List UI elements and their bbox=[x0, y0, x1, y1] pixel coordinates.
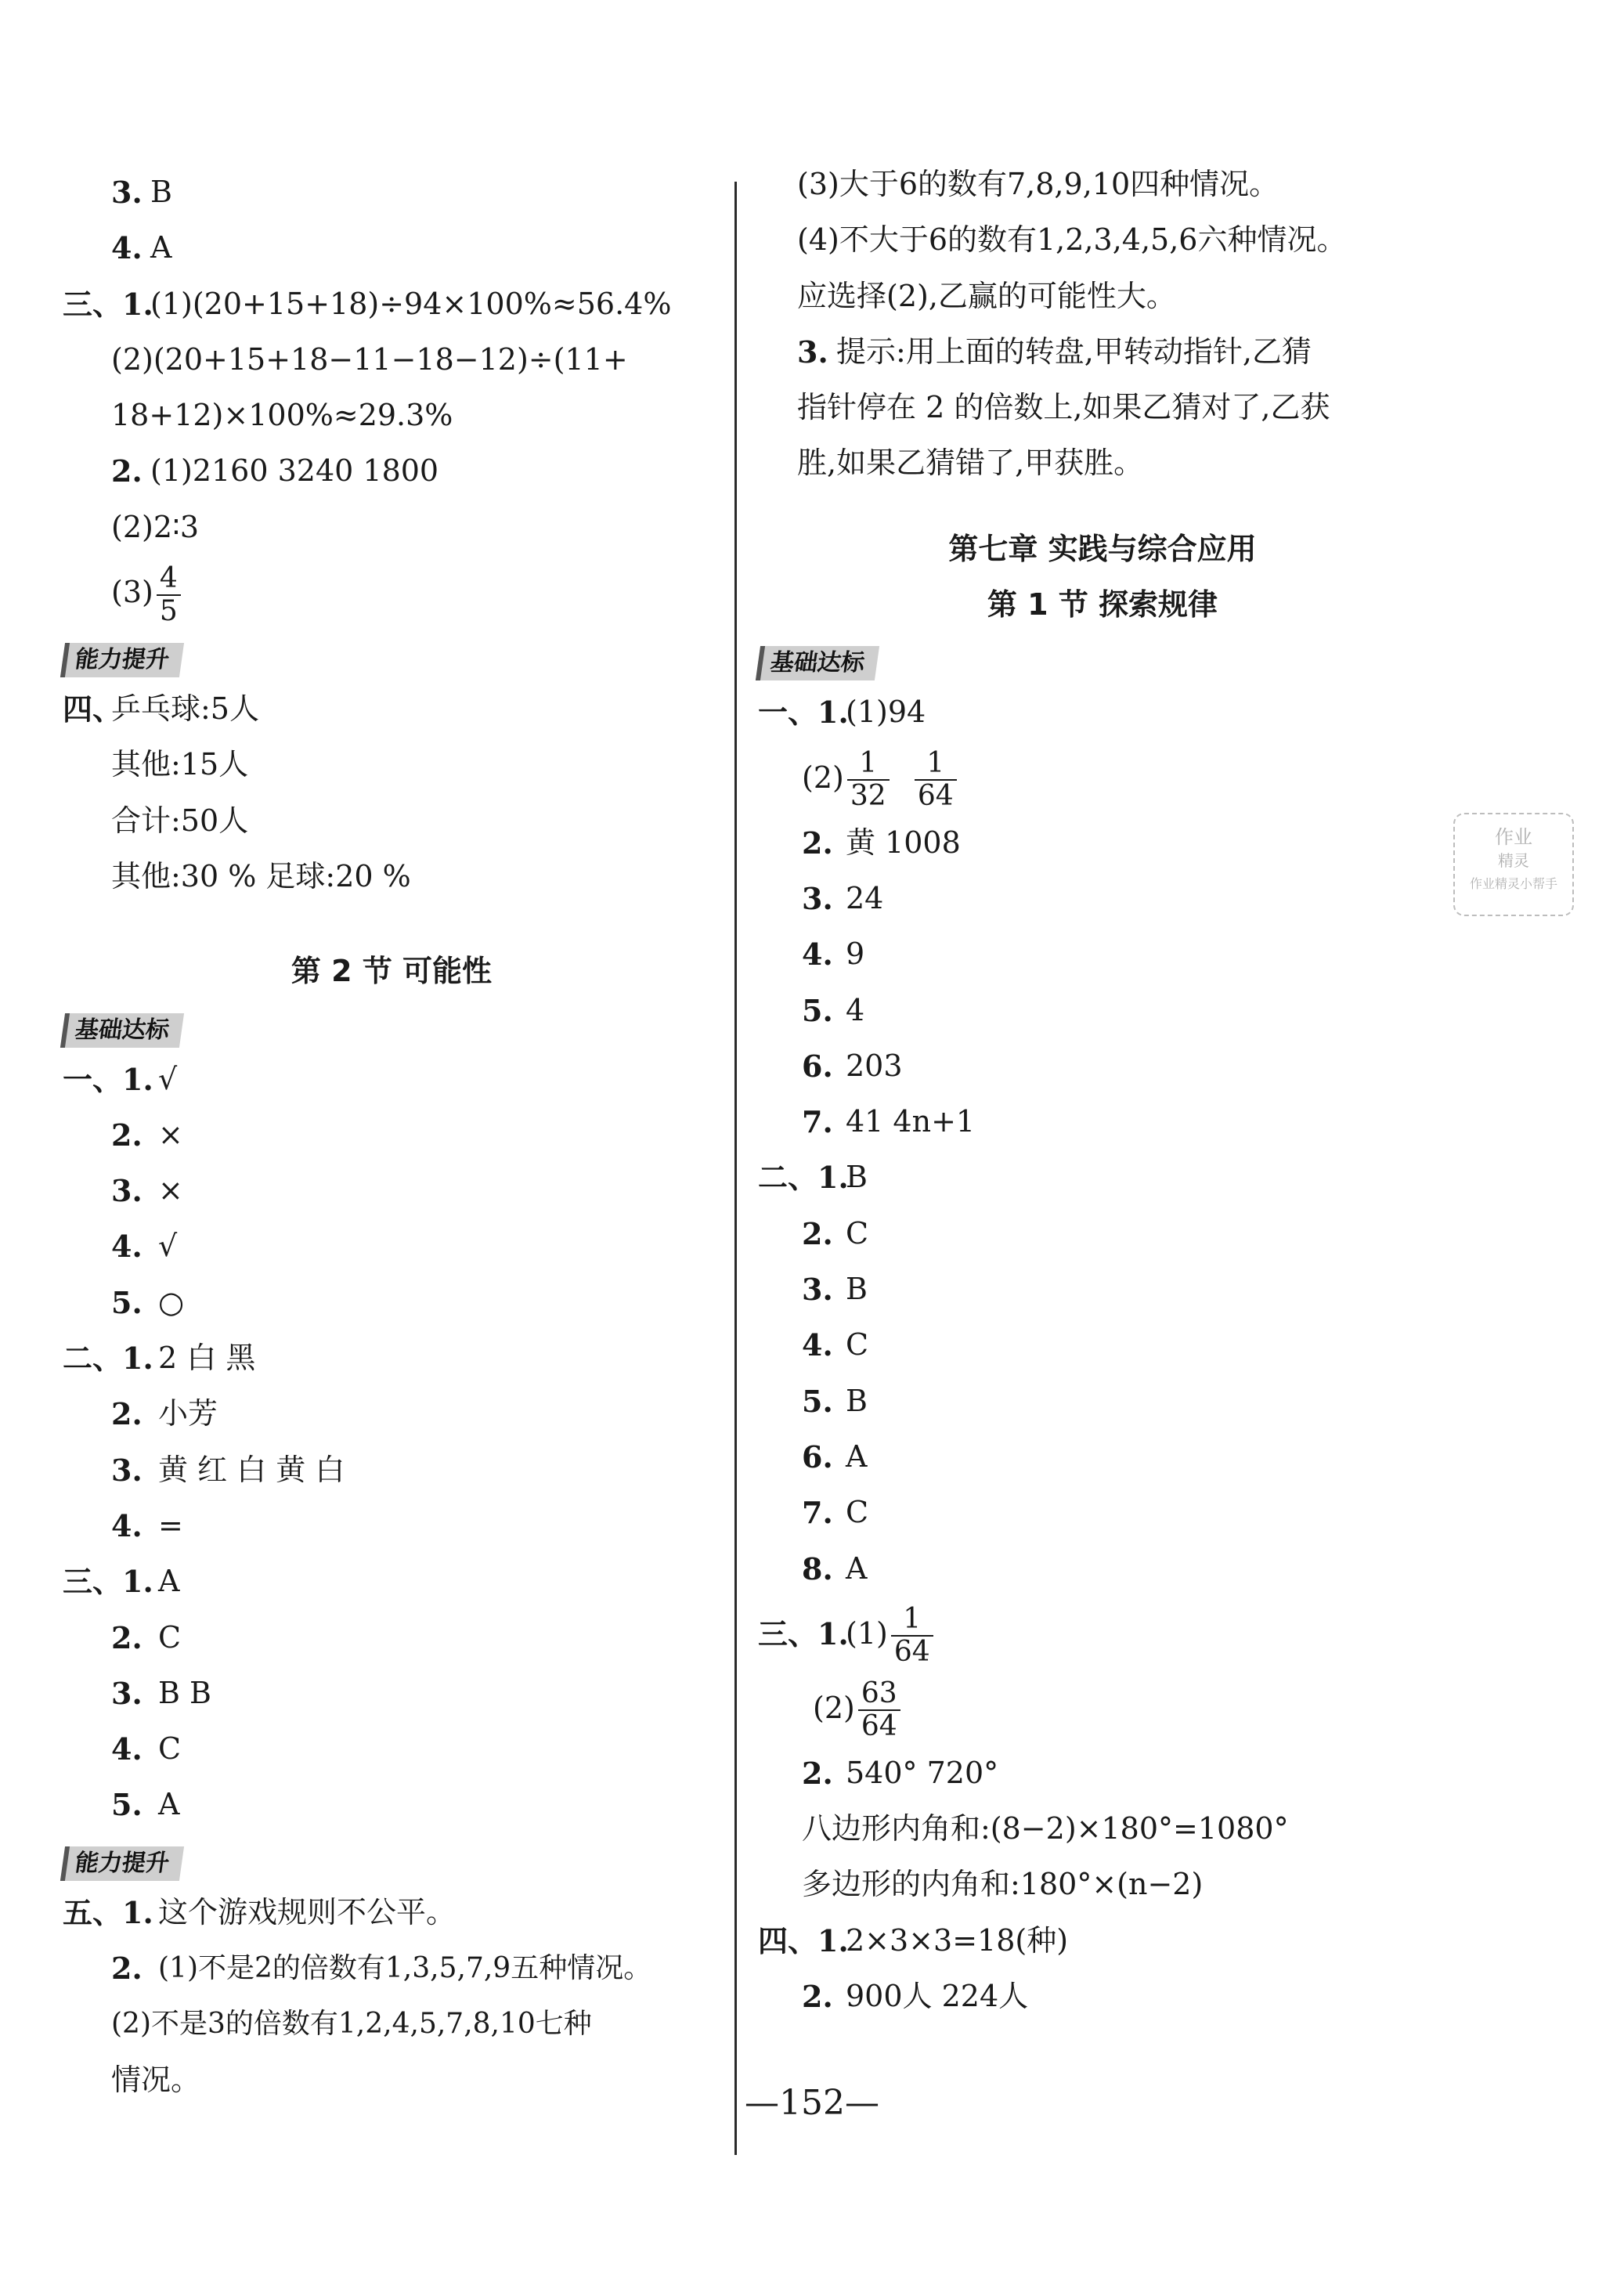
item-number: 三、1. bbox=[758, 1615, 849, 1651]
item-number: 2. bbox=[111, 1951, 143, 1987]
answer-line bbox=[758, 1913, 1447, 1969]
answer-text: 900人 224人 bbox=[846, 1979, 1029, 2014]
item-number: 2. bbox=[111, 1619, 143, 1655]
fraction: $\frac{4}{5}$ bbox=[157, 563, 181, 627]
answer-text: 540° 720° bbox=[846, 1755, 999, 1790]
answer-line bbox=[758, 380, 1447, 435]
answer-line bbox=[758, 1094, 1447, 1150]
answer-text: 指针停在 2 的倍数上,如果乙猜对了,乙获 bbox=[797, 390, 1330, 425]
answer-text: 八边形内角和:(8−2)×180°=1080° bbox=[802, 1811, 1289, 1846]
item-number: 5. bbox=[111, 1284, 143, 1320]
fraction: $\frac{1}{32}$ bbox=[847, 748, 890, 812]
answer-line bbox=[63, 1218, 720, 1274]
answer-line bbox=[758, 212, 1447, 268]
section-badge: 基础达标 bbox=[60, 1013, 184, 1048]
fraction: $\frac{1}{64}$ bbox=[891, 1604, 933, 1668]
answer-line bbox=[758, 1262, 1447, 1317]
answer-line bbox=[758, 741, 1447, 815]
item-number: 2. bbox=[802, 825, 833, 861]
item-number: 4. bbox=[111, 1229, 143, 1265]
item-number: 四、1. bbox=[758, 1922, 849, 1958]
section-badge: 能力提升 bbox=[60, 1846, 184, 1881]
answer-text: (1)(20+15+18)÷94×100%≈56.4% bbox=[150, 286, 672, 321]
answer-text: 乒乓球:5人 bbox=[111, 691, 259, 727]
answer-line bbox=[758, 983, 1447, 1038]
badge-row bbox=[758, 633, 1447, 684]
item-number: 4. bbox=[111, 1507, 143, 1543]
answer-text: × bbox=[158, 1173, 183, 1208]
item-number: 5. bbox=[802, 992, 833, 1028]
answer-line bbox=[63, 555, 720, 630]
answer-text: 黄 红 白 黄 白 bbox=[158, 1452, 345, 1487]
item-number: 2. bbox=[802, 1215, 833, 1251]
answer-line bbox=[63, 1052, 720, 1107]
answer-line bbox=[63, 388, 720, 443]
item-number: 一、1. bbox=[758, 695, 849, 731]
page-number: —152— bbox=[745, 2083, 879, 2123]
answer-text: 提示:用上面的转盘,甲转动指针,乙猜 bbox=[836, 334, 1312, 369]
answer-text: A bbox=[846, 1438, 868, 1474]
watermark-stamp bbox=[1453, 813, 1574, 916]
answer-text: 2 白 黑 bbox=[158, 1341, 256, 1376]
item-number: 三、1. bbox=[63, 1564, 153, 1600]
item-number: 2. bbox=[802, 1979, 833, 2015]
answer-line bbox=[758, 1597, 1447, 1671]
answer-text: B bbox=[150, 175, 172, 209]
answer-line bbox=[758, 157, 1447, 212]
answer-text: 小芳 bbox=[158, 1396, 218, 1431]
answer-text: 黄 1008 bbox=[846, 825, 961, 860]
answer-line bbox=[758, 1857, 1447, 1912]
answer-text: (2) $\frac{1}{32}$ $\frac{1}{64}$ bbox=[802, 741, 960, 815]
answer-line bbox=[758, 871, 1447, 926]
item-number: 4. bbox=[111, 1731, 143, 1767]
answer-text: B bbox=[846, 1272, 868, 1307]
item-number: 3. bbox=[802, 880, 833, 916]
answer-line bbox=[758, 1429, 1447, 1485]
answer-line bbox=[758, 684, 1447, 740]
answer-line bbox=[63, 1330, 720, 1386]
answer-text: 24 bbox=[846, 880, 884, 915]
answer-text: C bbox=[846, 1327, 869, 1363]
answer-line bbox=[758, 1150, 1447, 1205]
left-column bbox=[63, 164, 720, 2108]
spacer bbox=[758, 492, 1447, 522]
answer-text: (3) $\frac{4}{5}$ bbox=[111, 555, 184, 630]
answer-line bbox=[63, 1386, 720, 1442]
item-number: 二、1. bbox=[758, 1160, 849, 1196]
right-column bbox=[758, 157, 1447, 2024]
answer-text: 其他:15人 bbox=[111, 747, 249, 782]
answer-text: (1)2160 3240 1800 bbox=[150, 453, 439, 489]
answer-text: B bbox=[846, 1383, 868, 1418]
answer-line bbox=[758, 269, 1447, 324]
watermark-text: 作业精灵小帮手 bbox=[1469, 876, 1557, 891]
answer-line bbox=[63, 1275, 720, 1330]
answer-text: B bbox=[846, 1160, 868, 1195]
answer-text: 9 bbox=[846, 937, 865, 972]
column-divider bbox=[734, 182, 737, 2155]
answer-line bbox=[63, 849, 720, 904]
item-number: 4. bbox=[802, 1327, 833, 1363]
answer-line bbox=[758, 926, 1447, 982]
answer-line bbox=[758, 1317, 1447, 1373]
answer-text: × bbox=[158, 1117, 183, 1152]
answer-line bbox=[63, 1721, 720, 1777]
answer-text: √ bbox=[158, 1229, 178, 1264]
answer-line bbox=[63, 1610, 720, 1666]
answer-line bbox=[63, 1442, 720, 1498]
item-number: 8. bbox=[802, 1550, 833, 1586]
answer-line bbox=[63, 443, 720, 499]
answer-line bbox=[758, 1485, 1447, 1540]
item-number: 3. bbox=[797, 334, 828, 370]
item-number: 2. bbox=[111, 453, 143, 489]
answer-text: 41 4n+1 bbox=[846, 1104, 976, 1139]
answer-text: C bbox=[158, 1619, 182, 1655]
answer-line bbox=[758, 1745, 1447, 1801]
watermark-text: 精灵 bbox=[1498, 851, 1529, 870]
answer-text: (3)大于6的数有7,8,9,10四种情况。 bbox=[797, 167, 1279, 201]
answer-line bbox=[758, 324, 1447, 380]
answer-line bbox=[63, 1666, 720, 1721]
answer-line bbox=[758, 1373, 1447, 1429]
answer-text: (1)94 bbox=[846, 695, 926, 730]
answer-text: 2×3×3=18(种) bbox=[846, 1922, 1069, 1958]
item-number: 3. bbox=[111, 1675, 143, 1711]
answer-text: A bbox=[846, 1550, 868, 1586]
item-number: 6. bbox=[802, 1438, 833, 1474]
answer-text: 18+12)×100%≈29.3% bbox=[111, 398, 453, 433]
answer-text: (4)不大于6的数有1,2,3,4,5,6六种情况。 bbox=[797, 222, 1347, 258]
item-number: 2. bbox=[111, 1396, 143, 1432]
item-number: 3. bbox=[802, 1272, 833, 1308]
fraction: $\frac{63}{64}$ bbox=[858, 1678, 900, 1742]
answer-line bbox=[758, 1969, 1447, 2024]
item-number: 7. bbox=[802, 1104, 833, 1140]
item-number: 三、1. bbox=[63, 286, 153, 322]
section-badge: 能力提升 bbox=[60, 643, 184, 677]
answer-line bbox=[63, 1885, 720, 1940]
answer-line bbox=[63, 220, 720, 276]
answer-text: 其他:30 % 足球:20 % bbox=[111, 858, 411, 893]
answer-text: (1) $\frac{1}{64}$ bbox=[846, 1597, 937, 1671]
answer-text: (2) $\frac{63}{64}$ bbox=[813, 1671, 904, 1745]
item-number: 四、 bbox=[63, 691, 123, 727]
answer-line bbox=[63, 1554, 720, 1609]
answer-line bbox=[63, 500, 720, 555]
item-number: 4. bbox=[802, 937, 833, 973]
item-number: 3. bbox=[111, 175, 143, 210]
fraction: $\frac{1}{64}$ bbox=[915, 748, 957, 812]
answer-line bbox=[758, 815, 1447, 871]
answer-line bbox=[63, 1996, 720, 2052]
item-number: 一、1. bbox=[63, 1061, 153, 1097]
answer-line bbox=[63, 793, 720, 849]
item-number: 2. bbox=[802, 1755, 833, 1791]
answer-text: 203 bbox=[846, 1048, 903, 1083]
answer-line bbox=[63, 1940, 720, 1996]
item-number: 5. bbox=[802, 1383, 833, 1419]
answer-text: C bbox=[846, 1215, 869, 1251]
answer-line bbox=[63, 737, 720, 792]
spacer bbox=[63, 904, 720, 944]
answer-line bbox=[63, 164, 720, 220]
badge-row bbox=[63, 1000, 720, 1052]
answer-text: 这个游戏规则不公平。 bbox=[158, 1894, 457, 1929]
section-title: 第 1 节 探索规律 bbox=[987, 587, 1218, 623]
section-badge: 基础达标 bbox=[756, 646, 879, 680]
answer-text: C bbox=[846, 1495, 869, 1530]
item-number: 3. bbox=[111, 1173, 143, 1209]
answer-line bbox=[63, 1498, 720, 1554]
answer-text: 多边形的内角和:180°×(n−2) bbox=[802, 1867, 1204, 1902]
item-number: 7. bbox=[802, 1495, 833, 1531]
chapter-title: 第七章 实践与综合应用 bbox=[948, 531, 1257, 566]
answer-text: C bbox=[158, 1731, 182, 1767]
answer-line bbox=[63, 1107, 720, 1163]
answer-line bbox=[63, 332, 720, 388]
item-number: 3. bbox=[111, 1452, 143, 1488]
answer-text: A bbox=[158, 1787, 180, 1822]
answer-text: (2)2∶3 bbox=[111, 509, 200, 544]
answer-line bbox=[758, 435, 1447, 491]
answer-text: 应选择(2),乙赢的可能性大。 bbox=[797, 278, 1176, 313]
answer-line bbox=[63, 1163, 720, 1218]
item-number: 6. bbox=[802, 1048, 833, 1084]
answer-line bbox=[758, 1206, 1447, 1262]
answer-text: = bbox=[158, 1507, 183, 1543]
answer-line bbox=[758, 1038, 1447, 1094]
answer-text: √ bbox=[158, 1061, 178, 1096]
answer-text: A bbox=[158, 1564, 180, 1599]
answer-text: (2)(20+15+18−11−18−12)÷(11+ bbox=[111, 341, 628, 377]
badge-row bbox=[63, 630, 720, 681]
item-number: 5. bbox=[111, 1787, 143, 1823]
item-number: 二、1. bbox=[63, 1341, 153, 1377]
answer-text: (1)不是2的倍数有1,3,5,7,9五种情况。 bbox=[158, 1952, 652, 1985]
section-title: 第 2 节 可能性 bbox=[291, 954, 493, 989]
answer-line bbox=[758, 1541, 1447, 1597]
item-number: 2. bbox=[111, 1117, 143, 1153]
answer-text: ○ bbox=[158, 1284, 185, 1319]
answer-text: 情况。 bbox=[111, 2062, 201, 2097]
answer-text: A bbox=[150, 230, 172, 265]
item-number: 4. bbox=[111, 230, 143, 266]
answer-text: B B bbox=[158, 1675, 211, 1710]
answer-text: 合计:50人 bbox=[111, 803, 249, 838]
answer-text: (2)不是3的倍数有1,2,4,5,7,8,10七种 bbox=[111, 2008, 592, 2041]
answer-line bbox=[63, 1777, 720, 1832]
answer-line bbox=[758, 1671, 1447, 1745]
answer-text: 4 bbox=[846, 992, 865, 1027]
answer-line bbox=[63, 681, 720, 737]
item-number: 五、1. bbox=[63, 1894, 153, 1930]
answer-text: 胜,如果乙猜错了,甲获胜。 bbox=[797, 446, 1144, 481]
badge-row bbox=[63, 1833, 720, 1885]
watermark-text: 作业 bbox=[1495, 826, 1532, 848]
answer-line bbox=[758, 1801, 1447, 1857]
answer-line bbox=[63, 276, 720, 332]
